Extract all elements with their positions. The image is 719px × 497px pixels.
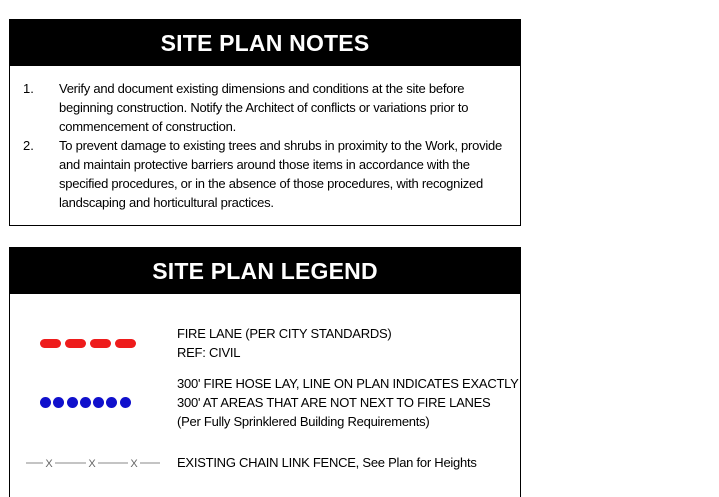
blue-dotted-line-icon	[40, 395, 133, 413]
red-dashed-line-icon	[40, 335, 140, 353]
dot-segment	[53, 397, 64, 408]
legend-line: 300' FIRE HOSE LAY, LINE ON PLAN INDICATES EXACTLY	[177, 376, 519, 391]
dash-segment	[40, 339, 61, 348]
svg-text:X: X	[88, 458, 96, 470]
dash-segment	[90, 339, 111, 348]
legend-line: REF: CIVIL	[177, 345, 241, 360]
legend-item-fire-hose-lay	[10, 374, 520, 434]
note-number: 2.	[23, 138, 34, 153]
note-item	[23, 136, 510, 212]
legend-item-label	[177, 374, 519, 431]
legend-line: 300' AT AREAS THAT ARE NOT NEXT TO FIRE LANES	[177, 395, 491, 410]
dot-segment	[80, 397, 91, 408]
notes-list	[23, 79, 510, 212]
legend-line: FIRE LANE (PER CITY STANDARDS)	[177, 326, 392, 341]
dot-segment	[93, 397, 104, 408]
note-text: To prevent damage to existing trees and shrubs in proximity to the Work, provide and maintain protective barriers around those items in accordance with the specified procedures, or in the absence of those procedures, with recognized landscaping and horticultural practices.	[59, 138, 502, 210]
chain-link-fence-icon	[24, 455, 162, 476]
fence-line-icon	[24, 455, 162, 471]
legend-line: EXISTING CHAIN LINK FENCE, See Plan for Heights	[177, 455, 477, 470]
dash-segment	[115, 339, 136, 348]
legend-item-label	[177, 324, 392, 362]
site-plan-legend-panel	[9, 247, 521, 497]
note-text: Verify and document existing dimensions and conditions at the site before beginning construction. Notify the Architect of conflicts or variations prior to commencement of construction.	[59, 81, 469, 134]
note-item	[23, 79, 510, 136]
dash-segment	[65, 339, 86, 348]
dot-segment	[106, 397, 117, 408]
dot-segment	[40, 397, 51, 408]
note-number: 1.	[23, 81, 34, 96]
legend-item-label	[177, 453, 477, 472]
notes-title: SITE PLAN NOTES	[10, 20, 520, 66]
dot-segment	[67, 397, 78, 408]
legend-item-chain-link-fence	[10, 453, 520, 475]
legend-item-fire-lane	[10, 324, 520, 364]
svg-text:X: X	[45, 458, 53, 470]
dot-segment	[120, 397, 131, 408]
svg-text:X: X	[130, 458, 138, 470]
legend-line: (Per Fully Sprinklered Building Requirements)	[177, 414, 430, 429]
legend-title: SITE PLAN LEGEND	[10, 248, 520, 294]
site-plan-notes-panel	[9, 19, 521, 226]
